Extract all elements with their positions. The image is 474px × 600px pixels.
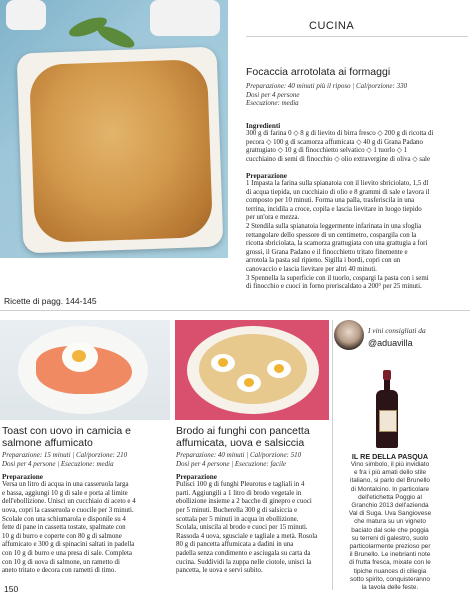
section-label: CUCINA (309, 20, 355, 32)
body-line: parti. Aggiungili a 1 litro di brodo vegetale in (176, 489, 302, 497)
meta-line: Preparazione: 40 minuti più il riposo | Cal/porzione: 330 (246, 82, 408, 90)
wine-line: e fra i più amati dello stile (353, 469, 427, 477)
step-line: rettangolare dello spessore di un centimetro, cospargila con la (246, 231, 417, 239)
body-line: con 10 g di uova di salmone, un rametto di (2, 558, 120, 566)
wine-title: IL RE DELLA PASQUA (351, 452, 429, 461)
step-line: grossi, il Grana Padano e il finocchietto tritato finemente e (246, 248, 408, 256)
body-line: Pulisci 100 g di funghi Pleurotus e tagliali in 4 (176, 481, 305, 489)
egg-half-shape (267, 360, 291, 378)
meta-line: Dosi per 4 persone | Esecuzione: facile (176, 459, 287, 468)
step-line: 1 Impasta la farina sulla spianatoia con il lievito sbriciolato, 1,5 dl (246, 180, 429, 187)
body-line: Scolale con una schiumarola e disponile su 4 (2, 515, 126, 523)
wine-sidebar (334, 320, 472, 592)
step-line: per un'ora e mezza. (246, 214, 300, 222)
step-line: 2 Stendila sulla spianatoia leggermente infarinata in una sfoglia (246, 222, 422, 230)
meta-line: Esecuzione: media (246, 99, 299, 108)
broth-recipe (176, 425, 330, 576)
wine-line: il Brunello. Le inebrianti note (349, 551, 431, 559)
focaccia-bread (29, 59, 213, 243)
sidebar-divider (332, 320, 333, 590)
body-line: affumicato e 300 g di spinacini saltati in padella (2, 541, 135, 549)
ingredients-heading: Ingredienti (246, 122, 281, 130)
egg-half-shape (237, 374, 261, 392)
body-line: Scolala, uniscila al brodo e cuoci per 15 minuti. (176, 524, 308, 532)
ingredients-block (246, 122, 470, 164)
body-line: Versa un litro di acqua in una casseruola larga (2, 481, 129, 489)
wine-line: sotto spirito, conquisteranno (350, 575, 430, 583)
meta-line: Preparazione: 40 minuti | Cal/porzione: 510 (176, 451, 302, 459)
focaccia-photo (0, 0, 228, 258)
wine-line: di Montalcino. In particolare (350, 485, 430, 493)
step-line: composto per 10 minuti. Forma una palla, trasferiscila in una (246, 197, 415, 205)
wine-line: Val di Suga. Uva Sangiovese (348, 510, 432, 518)
egg-half-shape (211, 354, 235, 372)
body-line: Rassoda 4 uova, sgusciale e tagliale a metà. Rosola (176, 532, 318, 540)
ingredient-line: cucchiaino di semi di finocchio ◇ olio extravergine di oliva ◇ sale (246, 155, 431, 163)
wine-line: particolarmente prezioso per (349, 543, 431, 551)
sidebar-handle: @aduavilla (368, 338, 413, 348)
wine-line: Vino simbolo, il più invidiato (350, 461, 430, 468)
step-line: di finocchio e cuoci in forno preriscaldato a 200° per 25 minuti. (246, 283, 422, 291)
step-line: arrotola la pasta sul ripieno. Sigilla i bordi, copri con un (246, 257, 401, 265)
body-line: padella senza condimento e asciugala su carta da (176, 549, 311, 557)
mushroom-broth-photo (175, 320, 329, 420)
body-line: 10 g di burro e coperte con 80 g di salmone (2, 532, 122, 540)
body-line: aneto tritato e decora con rametti di timo. (2, 567, 117, 575)
body-line: ebollizione insieme a 2 bacche di ginepro e cuoci (176, 498, 312, 506)
cup-shape (6, 0, 46, 30)
ingredient-line: 300 g di farina 0 ◇ 8 g di lievito di birra fresco ◇ 200 g di ricotta di (246, 130, 434, 137)
section-rule (0, 310, 470, 311)
recipe-title: Toast con uovo in camicia e (2, 425, 131, 437)
step-line: terrina, incidila a croce, copila e lascia lievitare in luogo tiepido (246, 205, 422, 213)
wine-bottle (376, 370, 398, 448)
step-line: 3 Spennella la superficie con il tuorlo, cospargi la pasta con i semi (246, 274, 429, 282)
preparation-heading: Preparazione (2, 473, 43, 482)
body-line: fette di pane in cassetta tostate, spalmate con (2, 524, 126, 532)
herb-leaf (95, 22, 137, 52)
body-line: dell'ebollizione. Unisci un cucchiaio di aceto e 4 (2, 498, 136, 506)
page-number: 150 (4, 584, 19, 594)
yolk-shape (72, 350, 86, 362)
body-line: 80 g di pancetta affumicata a dadini in una (176, 541, 294, 549)
avatar (334, 320, 364, 350)
wine-line: di frutta fresca, mixate con le (349, 559, 431, 567)
wine-line: che matura su un vigneto (354, 518, 426, 526)
preparation-block (246, 172, 470, 292)
preparation-heading: Preparazione (176, 473, 217, 482)
body-line: pancetta, le uova e servi subito. (176, 567, 263, 575)
recipe-title: Focaccia arrotolata ai formaggi (246, 66, 391, 78)
body-line: scottala per 5 minuti in acqua in ebollizione. (176, 515, 299, 523)
meta-line: Dosi per 4 persone | Esecuzione: media (2, 459, 114, 468)
sidebar-intro: I vini consigliati da (368, 326, 426, 335)
wine-line: la tavola delle feste. (361, 584, 419, 592)
body-line: con 10 g di burro e una presa di sale. Completa (2, 549, 132, 557)
body-line: cucina. Suddividi la zuppa nelle ciotole, unisci la (176, 558, 312, 566)
recipe-title: affumicata, uova e salsiccia (176, 437, 305, 449)
wine-line: baciato dal sole che poggia (351, 526, 429, 534)
recipe-title: Brodo ai funghi con pancetta (176, 425, 310, 437)
salmon-recipe (2, 425, 170, 576)
pages-note: Ricette di pagg. 144-145 (4, 296, 97, 306)
salmon-toast-photo (0, 320, 170, 420)
wine-line: Granchio 2013 dell'azienda (351, 502, 429, 510)
ingredient-line: grattugiato ◇ 10 g di finocchietto selvatico ◇ 1 tuorlo ◇ 1 (246, 147, 408, 155)
bottle-label (379, 410, 397, 432)
wine-text (334, 452, 446, 592)
body-line: e bassa, aggiungi 10 g di sale e porta al limite (2, 489, 128, 497)
body-line: per 5 minuti. Bucherella 300 g di salsiccia e (176, 506, 298, 514)
recipe-meta (246, 82, 470, 108)
bowl-shape (150, 0, 220, 36)
body-line: uova, copri la casseruola e cuocile per 3 minuti. (2, 506, 134, 514)
wine-line: italiano, si parlo del Brunello (350, 477, 430, 485)
step-line: di acqua tiepida, un cucchiaio di olio e 8 grammi di sale e lavora il (246, 188, 430, 196)
step-line: canovaccio e lascia lievitare per altri 40 minuti. (246, 265, 377, 273)
header-rule (246, 36, 468, 37)
recipe-title: salmone affumicato (2, 437, 93, 449)
bottle-foil (383, 370, 391, 380)
wine-line: dell'etichetta Poggio al (358, 493, 422, 501)
preparation-heading: Preparazione (246, 172, 287, 180)
ingredient-line: pecora ◇ 100 g di scamorza affumicata ◇ 40 g di Grana Padano (246, 138, 423, 146)
meta-line: Dosi per 4 persone (246, 90, 300, 99)
meta-line: Preparazione: 15 minuti | Cal/porzione: 210 (2, 451, 128, 459)
step-line: ricotta sbriciolata, la scamorza grattugiata con una grattugia a fori (246, 240, 428, 248)
wine-line: su terreni di galestro, suolo (351, 534, 429, 542)
wine-line: tipiche nuances di ciliegia (353, 567, 427, 575)
